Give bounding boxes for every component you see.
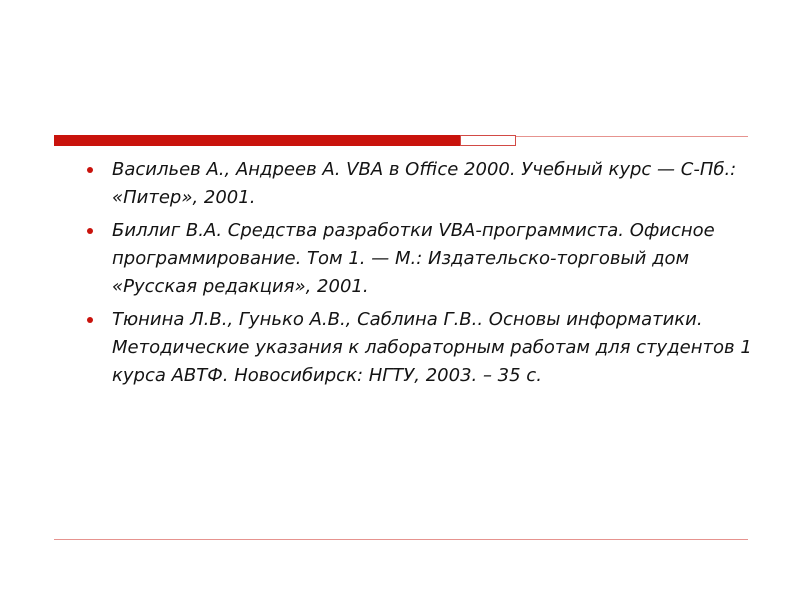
bullet-icon: [87, 228, 93, 234]
divider-box: [460, 135, 516, 146]
bullet-icon: [87, 317, 93, 323]
reference-list-container: [84, 156, 754, 395]
divider-thick-bar: [54, 135, 460, 146]
list-item: [84, 306, 754, 390]
reference-list: [84, 156, 754, 390]
divider-thin-line: [516, 136, 748, 137]
reference-text: Васильев А., Андреев А. VBA в Office 2000. Учебный курс — С-Пб.: «Питер», 2001.: [112, 159, 737, 208]
footer-divider: [54, 539, 748, 540]
list-item: [84, 217, 754, 301]
reference-text: Тюнина Л.В., Гунько А.В., Саблина Г.В.. Основы информатики. Методические указания к лабораторным работам для студентов 1 курса АВТФ. Новосибирск: НГТУ, 2003. – 35 с.: [112, 309, 752, 386]
list-item: [84, 156, 754, 212]
reference-text: Биллиг В.А. Средства разработки VBA-программиста. Офисное программирование. Том 1. — М.: Издательско-торговый дом «Русская редакция», 2001.: [112, 220, 715, 297]
title-divider: [54, 135, 748, 146]
bullet-icon: [87, 167, 93, 173]
